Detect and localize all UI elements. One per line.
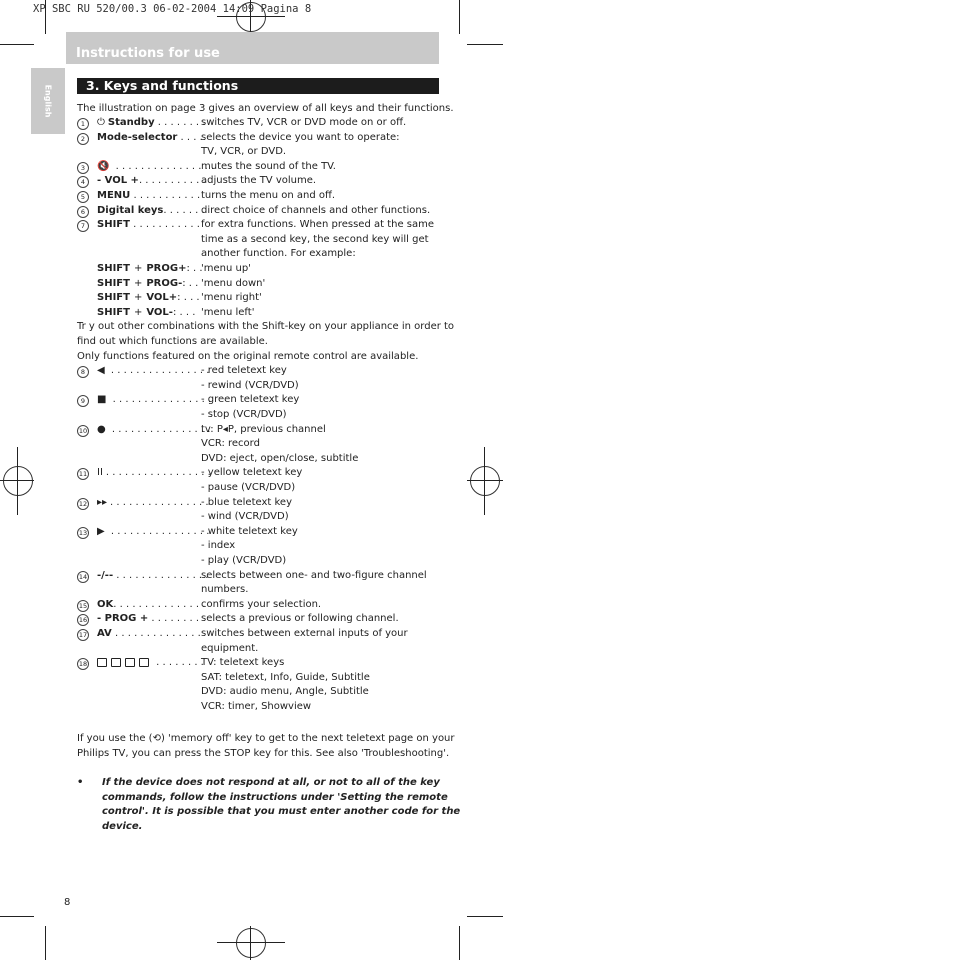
second-key: VOL+ (146, 292, 178, 304)
language-tab (31, 68, 65, 134)
shift-combo (97, 278, 198, 290)
crop-mark (0, 916, 34, 917)
key-description: selects between one- and two-figure channel (201, 569, 427, 581)
leader-dots: . . . . . . . . (154, 117, 206, 128)
key-label (97, 526, 209, 538)
key-number: 16 (78, 616, 88, 625)
key-description: DVD: eject, open/close, subtitle (201, 452, 359, 464)
key-label (97, 613, 199, 625)
crop-mark (0, 44, 34, 45)
leader-dots: : . . (186, 263, 203, 274)
key-label (97, 117, 205, 129)
key-description: adjusts the TV volume. (201, 175, 317, 187)
crop-mark (467, 44, 503, 45)
key-name: - VOL + (97, 175, 139, 187)
key-description: - red teletext key (201, 365, 287, 377)
leader-dots: . . . . . . . . . . . . . . (111, 628, 201, 639)
leader-dots: . . . . . . . . (148, 613, 200, 625)
key-number: 12 (78, 499, 88, 508)
key-number: 2 (77, 133, 89, 145)
shift-note-line: Only functions featured on the original remote control are available. (77, 350, 419, 362)
leader-dots: : . . . (172, 306, 196, 318)
key-description: switches between external inputs of your (201, 628, 408, 639)
plus-sign: + (133, 306, 143, 318)
second-key: VOL- (146, 306, 173, 318)
leader-dots: . . . . . . . . . . . . . . . (113, 598, 206, 610)
key-number: 13 (78, 528, 88, 537)
registration-mark (250, 926, 251, 960)
shift-combo (97, 292, 200, 304)
key-label (97, 657, 204, 669)
key-description: mutes the sound of the TV. (201, 160, 336, 172)
leader-dots: . . . . . . . . . . . . . . . . (110, 496, 209, 508)
key-label (97, 175, 206, 187)
key-label (97, 599, 205, 611)
shift-note-line: Tr y out other combinations with the Shift-key on your appliance in order to (77, 321, 455, 333)
key-description: numbers. (201, 584, 249, 596)
key-number: 14 (78, 572, 88, 581)
key-description: TV: teletext keys (201, 657, 285, 669)
teletext-mix-icon (111, 658, 121, 667)
key-name: - PROG + (97, 613, 149, 625)
key-number: 18 (78, 660, 88, 669)
key-label (97, 365, 209, 377)
key-number: 3 (77, 162, 89, 174)
warning-line: device. (102, 821, 143, 832)
leader-dots: . . . . . . . . . . . (130, 190, 201, 201)
crop-mark (467, 916, 503, 917)
key-description: DVD: audio menu, Angle, Subtitle (201, 686, 369, 698)
crop-mark (459, 0, 460, 34)
registration-mark (3, 466, 33, 496)
teletext-off-icon (139, 658, 149, 667)
key-name: AV (97, 628, 112, 639)
key-number: 17 (78, 631, 88, 639)
teletext-hold-icon (125, 658, 135, 667)
key-label (97, 497, 209, 509)
key-icon: 🔇 (97, 160, 110, 172)
key-name: MENU (97, 190, 131, 201)
key-description: - play (VCR/DVD) (201, 555, 287, 566)
key-description: - yellow teletext key (201, 467, 303, 479)
registration-mark (467, 480, 503, 481)
key-description: - green teletext key (201, 394, 300, 406)
leader-dots: . . . . (177, 131, 203, 143)
key-label (97, 205, 205, 217)
key-name: SHIFT (97, 219, 130, 231)
leader-dots: . . . . . . . . . . . . . . . . (107, 365, 210, 377)
warning-line: If the device does not respond at all, or not to all of the key (102, 777, 440, 788)
key-description: selects a previous or following channel. (201, 613, 399, 625)
leader-dots: . . . . . . . . . . . (138, 175, 206, 187)
key-description: VCR: timer, Showview (201, 701, 312, 712)
registration-mark (0, 480, 34, 481)
key-label (97, 467, 211, 479)
shift-combo-description: 'menu left' (201, 306, 255, 318)
language-label: English (43, 84, 53, 118)
key-number: 6 (77, 206, 89, 218)
key-description: - pause (VCR/DVD) (201, 482, 296, 493)
key-number: 7 (77, 220, 89, 232)
crop-mark (45, 926, 46, 960)
shift-combo (97, 263, 203, 275)
key-label (97, 161, 214, 173)
key-description: another function. For example: (201, 248, 356, 260)
key-description: - stop (VCR/DVD) (201, 409, 287, 420)
key-icon: ● (97, 423, 106, 435)
key-name: -/-- (97, 569, 114, 581)
key-label (97, 132, 203, 144)
key-description: direct choice of channels and other functions. (201, 204, 431, 216)
plus-sign: + (133, 263, 143, 274)
registration-mark (17, 447, 18, 515)
shift-combo-description: 'menu up' (201, 263, 251, 274)
warning-line: control'. It is possible that you must enter another code for the (102, 806, 461, 817)
leader-dots: . . . . . . . (163, 204, 205, 216)
leader-dots: : . . (182, 277, 199, 289)
shift-key: SHIFT (97, 292, 130, 304)
leader-dots: . . . . . . . . . . . . . . . . (107, 525, 210, 537)
registration-mark (470, 466, 500, 496)
print-header: XP SBC RU 520/00.3 06-02-2004 14:09 Pagina 8 (33, 3, 312, 15)
shift-combo-description: 'menu down' (201, 277, 266, 289)
registration-mark (217, 16, 285, 17)
leader-dots: . . . . . . . . . . . (129, 219, 200, 231)
shift-key: SHIFT (97, 263, 130, 274)
section-header (77, 78, 439, 94)
key-icon: ◀ (97, 365, 105, 377)
shift-key: SHIFT (97, 306, 130, 318)
key-label (97, 190, 200, 202)
key-description: switches TV, VCR or DVD mode on or off. (201, 117, 407, 128)
memory-note-line: Philips TV, you can press the STOP key for this. See also 'Troubleshooting'. (77, 748, 450, 759)
key-icon: ▶ (97, 525, 105, 537)
registration-mark (217, 942, 285, 943)
shift-key: SHIFT (97, 277, 130, 289)
key-description: selects the device you want to operate: (201, 131, 400, 143)
key-number: 1 (77, 118, 89, 130)
key-description: SAT: teletext, Info, Guide, Subtitle (201, 671, 370, 683)
key-label (97, 424, 210, 436)
key-icon: ■ (97, 394, 107, 406)
plus-sign: + (133, 292, 143, 304)
key-label (97, 628, 201, 640)
second-key: PROG+ (146, 263, 187, 274)
key-number: 5 (77, 191, 89, 203)
key-icon: ▸▸ (97, 496, 108, 508)
key-number: 11 (78, 470, 88, 479)
warning-line: commands, follow the instructions under 'Setting the remote (102, 792, 448, 803)
instructions-banner (66, 32, 439, 64)
key-number: 4 (77, 176, 89, 188)
leader-dots: . . . . . . . . . . . . . . . . (112, 160, 215, 172)
key-description: - wind (VCR/DVD) (201, 511, 289, 523)
plus-sign: + (133, 277, 143, 289)
key-description: for extra functions. When pressed at the same (201, 219, 435, 231)
key-label (97, 570, 208, 582)
leader-dots: . . . . . . . . . . . . . . . (113, 569, 209, 581)
registration-mark (484, 447, 485, 515)
key-label (97, 219, 200, 231)
memory-note-line: If you use the (⟲) 'memory off' key to get to the next teletext page on your (77, 733, 455, 744)
key-description: - white teletext key (201, 525, 298, 537)
key-description: TV, VCR, or DVD. (201, 146, 287, 158)
page-number: 8 (64, 897, 71, 908)
key-name: OK (97, 598, 114, 610)
leader-dots: . . . . . . . . . . . . . . . . (109, 394, 212, 406)
key-name: Digital keys (97, 204, 164, 216)
banner-title: Instructions for use (76, 46, 220, 61)
key-number: 10 (78, 426, 88, 435)
key-description: tv: P◂P, previous channel (201, 423, 326, 435)
leader-dots: . . . . . . . . . . . . . . . . (108, 423, 211, 435)
key-number: 9 (77, 395, 89, 407)
key-description: time as a second key, the second key will get (201, 233, 429, 245)
key-label (97, 394, 211, 406)
key-number: 15 (78, 601, 88, 610)
teletext-icon (97, 658, 107, 667)
key-description: - rewind (VCR/DVD) (201, 379, 299, 391)
shift-combo (97, 307, 195, 319)
section-title: 3. Keys and functions (86, 78, 239, 93)
intro-text: The illustration on page 3 gives an overview of all keys and their functions. (77, 103, 454, 114)
key-description: confirms your selection. (201, 598, 322, 610)
leader-dots: . . . . . . . . (153, 657, 204, 669)
crop-mark (459, 926, 460, 960)
shift-note-line: find out which functions are available. (77, 336, 268, 347)
registration-mark (236, 928, 266, 958)
key-description: turns the menu on and off. (201, 190, 336, 201)
second-key: PROG- (146, 277, 183, 289)
warning-bullet: • (77, 777, 84, 788)
key-name: Standby (107, 117, 155, 128)
key-description: VCR: record (201, 438, 260, 450)
key-icon: II (97, 467, 103, 479)
key-description: - index (201, 540, 236, 552)
leader-dots: . . . . . . . . . . . . . . . . . (105, 467, 211, 479)
leader-dots: : . . . (177, 292, 200, 304)
key-name: Mode-selector (97, 131, 178, 143)
key-icon: ⏻ (97, 117, 105, 128)
shift-combo-description: 'menu right' (201, 292, 262, 304)
key-description: equipment. (201, 642, 259, 654)
key-description: - blue teletext key (201, 496, 293, 508)
key-number: 8 (77, 366, 89, 378)
